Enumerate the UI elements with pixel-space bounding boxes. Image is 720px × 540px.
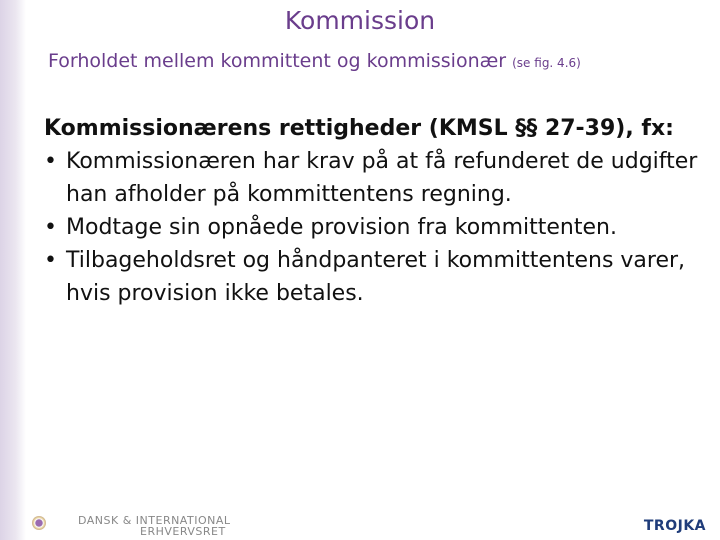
slide-body xyxy=(44,112,712,310)
emblem-icon xyxy=(32,516,46,530)
list-item xyxy=(44,211,712,244)
bullet-text: Kommissionæren har krav på at få refunderet de udgifter han afholder på kommittentens regning. xyxy=(66,149,698,207)
body-heading: Kommissionærens rettigheder (KMSL §§ 27-39), fx: xyxy=(44,116,674,141)
brand-logo: TROJKA xyxy=(643,518,706,534)
bullet-dot: • xyxy=(44,149,57,174)
slide-subtitle xyxy=(48,50,718,72)
left-decorative-bar xyxy=(0,0,26,540)
logo-line-2: ERHVERVSRET xyxy=(140,525,226,538)
logo-line-1: DANSK & INTERNATIONAL xyxy=(78,514,231,527)
list-item xyxy=(44,244,712,310)
bullet-text: Tilbageholdsret og håndpanteret i kommittentens varer, hvis provision ikke betales. xyxy=(66,248,686,306)
bullet-list xyxy=(44,145,712,310)
subtitle-text: Forholdet mellem kommittent og kommissionær xyxy=(48,50,507,72)
footer-logo-area xyxy=(28,510,238,540)
slide-title: Kommission xyxy=(284,6,436,35)
list-item xyxy=(44,145,712,211)
bullet-dot: • xyxy=(44,215,57,240)
publisher-logo xyxy=(78,515,231,537)
subtitle-figure-reference: (se fig. 4.6) xyxy=(512,56,581,70)
bullet-text: Modtage sin opnåede provision fra kommittenten. xyxy=(66,215,617,240)
bullet-dot: • xyxy=(44,248,57,273)
